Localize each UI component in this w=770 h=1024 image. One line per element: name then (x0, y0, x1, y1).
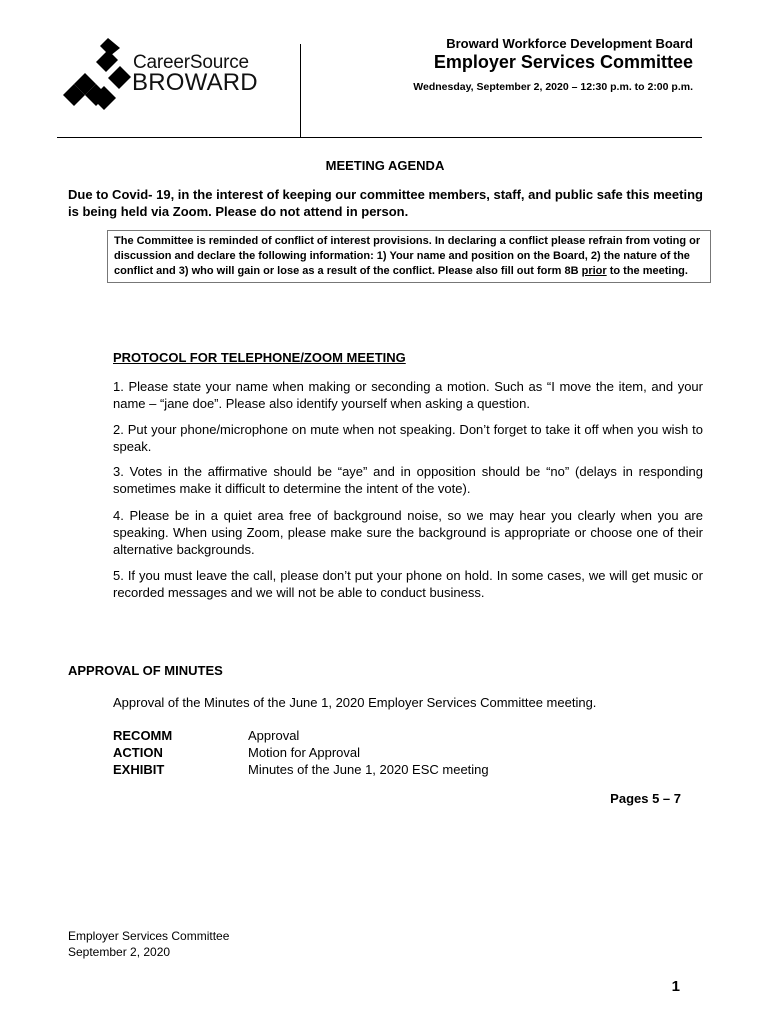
committee-name: Employer Services Committee (433, 52, 693, 72)
action-value: Motion for Approval (248, 745, 361, 760)
footer-date: September 2, 2020 (68, 945, 171, 959)
protocol-item: 5. If you must leave the call, please don’t put your phone on hold. In some cases, we will get music or recorded messages and we will not be able to conduct business. (113, 568, 703, 600)
protocol-item: 2. Put your phone/microphone on mute when not speaking. Don’t forget to take it off when you wish to speak. (113, 422, 703, 454)
conflict-underlined-word: prior (581, 265, 607, 277)
approval-heading: APPROVAL OF MINUTES (68, 663, 223, 678)
conflict-of-interest-box (107, 230, 711, 283)
exhibit-label: EXHIBIT (113, 762, 165, 777)
page-number: 1 (671, 978, 680, 995)
approval-text: Approval of the Minutes of the June 1, 2020 Employer Services Committee meeting. (113, 695, 597, 710)
agenda-title: MEETING AGENDA (325, 158, 445, 173)
covid-notice: Due to Covid- 19, in the interest of keeping our committee members, staff, and public safe this meeting is being held via Zoom. Please do not attend in person. (68, 187, 703, 219)
recomm-label: RECOMM (113, 728, 173, 743)
protocol-item: 4. Please be in a quiet area free of background noise, so we may hear you clearly when you are speaking. When using Zoom, please make sure the background is appropriate or choose one of their alternative backgrounds. (113, 508, 703, 557)
footer-committee: Employer Services Committee (68, 929, 230, 943)
protocol-item: 1. Please state your name when making or seconding a motion. Such as “I move the item, and your name – “jane doe”. Please also identify yourself when asking a question. (113, 379, 703, 411)
logo-text-careersource: CareerSource (133, 52, 249, 73)
conflict-text: The Committee is reminded of conflict of interest provisions. In declaring a conflict please refrain from voting or discussion and declare the following information: 1) Your name and position on the Board, 2) the nature of the conflict and 3) who will gain or lose as a result of the conflict. Please also fill out form 8B (114, 235, 701, 277)
protocol-item: 3. Votes in the affirmative should be “aye” and in opposition should be “no” (delays in responding sometimes make it difficult to determine the intent of the vote). (113, 464, 703, 496)
header-horizontal-divider (57, 137, 702, 138)
board-name: Broward Workforce Development Board (446, 36, 693, 51)
logo-text-broward: BROWARD (132, 69, 258, 96)
header-vertical-divider (300, 44, 301, 138)
meeting-date: Wednesday, September 2, 2020 – 12:30 p.m. to 2:00 p.m. (413, 81, 693, 93)
conflict-text-end: to the meeting. (606, 265, 688, 277)
exhibit-value: Minutes of the June 1, 2020 ESC meeting (248, 762, 489, 777)
action-label: ACTION (113, 745, 163, 760)
pages-reference: Pages 5 – 7 (610, 791, 681, 806)
recomm-value: Approval (248, 728, 300, 743)
protocol-heading: PROTOCOL FOR TELEPHONE/ZOOM MEETING (113, 350, 406, 365)
